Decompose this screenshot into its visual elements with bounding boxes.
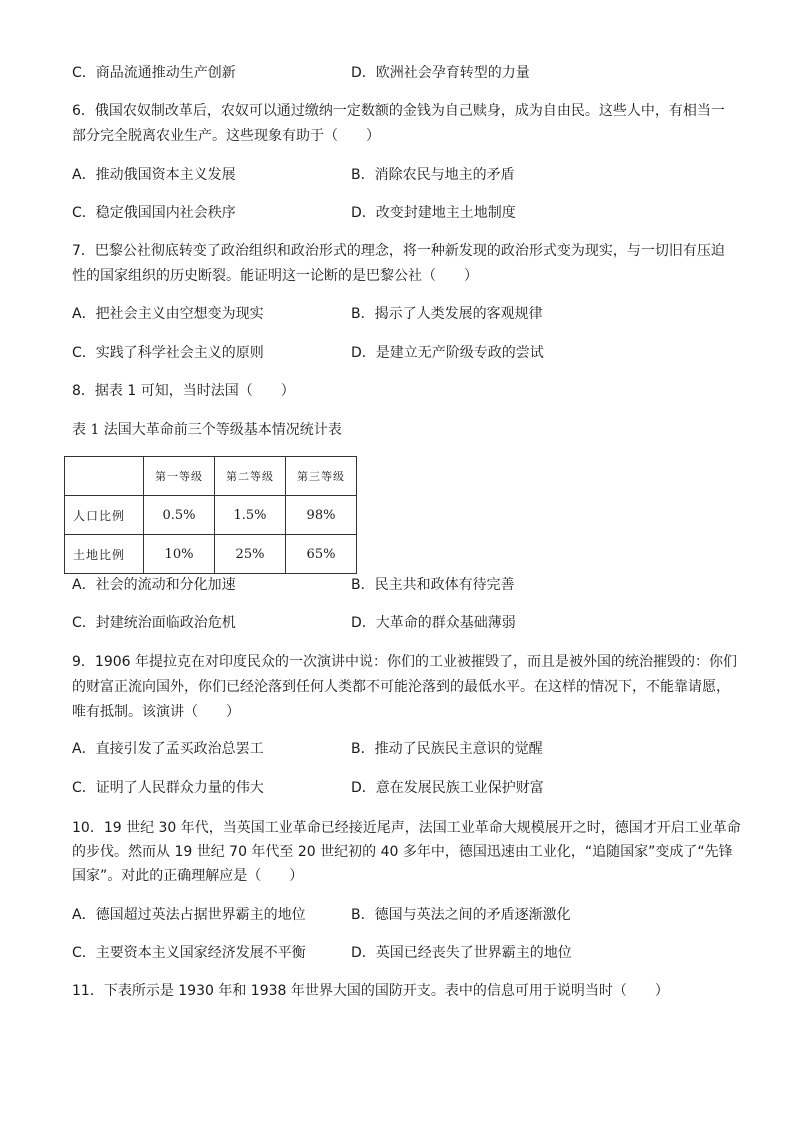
q5-option-d: D．欧洲社会孕育转型的力量	[351, 65, 530, 81]
q6-option-c: C．稳定俄国国内社会秩序	[72, 205, 236, 221]
table-cell: 0.5%	[144, 496, 215, 535]
q10-option-c: C．主要资本主义国家经济发展不平衡	[72, 945, 306, 961]
q7-option-b: B．揭示了人类发展的客观规律	[351, 306, 543, 322]
q9-stem-line3: 唯有抵制。该演讲（ ）	[72, 704, 240, 720]
table-cell: 65%	[286, 535, 357, 574]
table-header-row	[65, 457, 357, 496]
table-row-label: 土地比例	[65, 535, 144, 574]
q6-stem-line2: 部分完全脱离农业生产。这些现象有助于（ ）	[72, 128, 380, 144]
q10-stem-line3: 国家”。对此的正确理解应是（ ）	[72, 868, 304, 884]
q10-stem-line1: 10．19 世纪 30 年代，当英国工业革命已经接近尾声，法国工业革命大规模展开之时，德国才开启工业革命	[72, 820, 741, 836]
table-cell: 10%	[144, 535, 215, 574]
table-header-cell: 第一等级	[144, 457, 215, 496]
table-row	[65, 496, 357, 535]
q10-stem-line2: 的步伐。然而从 19 世纪 70 年代至 20 世纪初的 40 多年中，德国迅速由工业化，“追随国家”变成了“先锋	[72, 844, 733, 860]
table-row	[65, 535, 357, 574]
table-header-cell: 第三等级	[286, 457, 357, 496]
q6-option-b: B．消除农民与地主的矛盾	[351, 167, 515, 183]
q7-option-d: D．是建立无产阶级专政的尝试	[351, 345, 544, 361]
q9-stem-line1: 9．1906 年提拉克在对印度民众的一次演讲中说：你们的工业被摧毁了，而且是被外国的统治摧毁的：你们	[72, 654, 737, 670]
table-caption: 表 1 法国大革命前三个等级基本情况统计表	[72, 422, 342, 438]
table-header-cell: 第二等级	[215, 457, 286, 496]
q11-stem: 11．下表所示是 1930 年和 1938 年世界大国的国防开支。表中的信息可用于说明当时（ ）	[72, 983, 669, 999]
q9-option-d: D．意在发展民族工业保护财富	[351, 780, 544, 796]
table-cell: 98%	[286, 496, 357, 535]
q7-stem-line1: 7．巴黎公社彻底转变了政治组织和政治形式的理念，将一种新发现的政治形式变为现实，与一切旧有压迫	[72, 243, 725, 259]
q5-option-c: C．商品流通推动生产创新	[72, 65, 236, 81]
q8-option-a: A．社会的流动和分化加速	[72, 577, 236, 593]
q8-option-c: C．封建统治面临政治危机	[72, 615, 236, 631]
estates-table	[64, 456, 357, 574]
q6-option-d: D．改变封建地主土地制度	[351, 205, 516, 221]
q10-option-d: D．英国已经丧失了世界霸主的地位	[351, 945, 572, 961]
q7-option-a: A．把社会主义由空想变为现实	[72, 306, 264, 322]
table-cell: 25%	[215, 535, 286, 574]
table-header-cell	[65, 457, 144, 496]
q6-stem-line1: 6．俄国农奴制改革后，农奴可以通过缴纳一定数额的金钱为自己赎身，成为自由民。这些人中，有相当一	[72, 103, 725, 119]
q9-option-c: C．证明了人民群众力量的伟大	[72, 780, 264, 796]
q6-option-a: A．推动俄国资本主义发展	[72, 167, 236, 183]
q8-option-d: D．大革命的群众基础薄弱	[351, 615, 516, 631]
q8-option-b: B．民主共和政体有待完善	[351, 577, 515, 593]
q7-stem-line2: 性的国家组织的历史断裂。能证明这一论断的是巴黎公社（ ）	[72, 268, 478, 284]
q10-option-a: A．德国超过英法占据世界霸主的地位	[72, 907, 306, 923]
table-cell: 1.5%	[215, 496, 286, 535]
q9-stem-line2: 的财富正流向国外，你们已经沦落到任何人类都不可能沦落到的最低水平。在这样的情况下，不能靠请愿，	[72, 679, 730, 695]
q9-option-b: B．推动了民族民主意识的觉醒	[351, 741, 543, 757]
q9-option-a: A．直接引发了孟买政治总罢工	[72, 741, 264, 757]
table-row-label: 人口比例	[65, 496, 144, 535]
q7-option-c: C．实践了科学社会主义的原则	[72, 345, 264, 361]
q10-option-b: B．德国与英法之间的矛盾逐渐激化	[351, 907, 571, 923]
q8-stem: 8．据表 1 可知，当时法国（ ）	[72, 383, 295, 399]
